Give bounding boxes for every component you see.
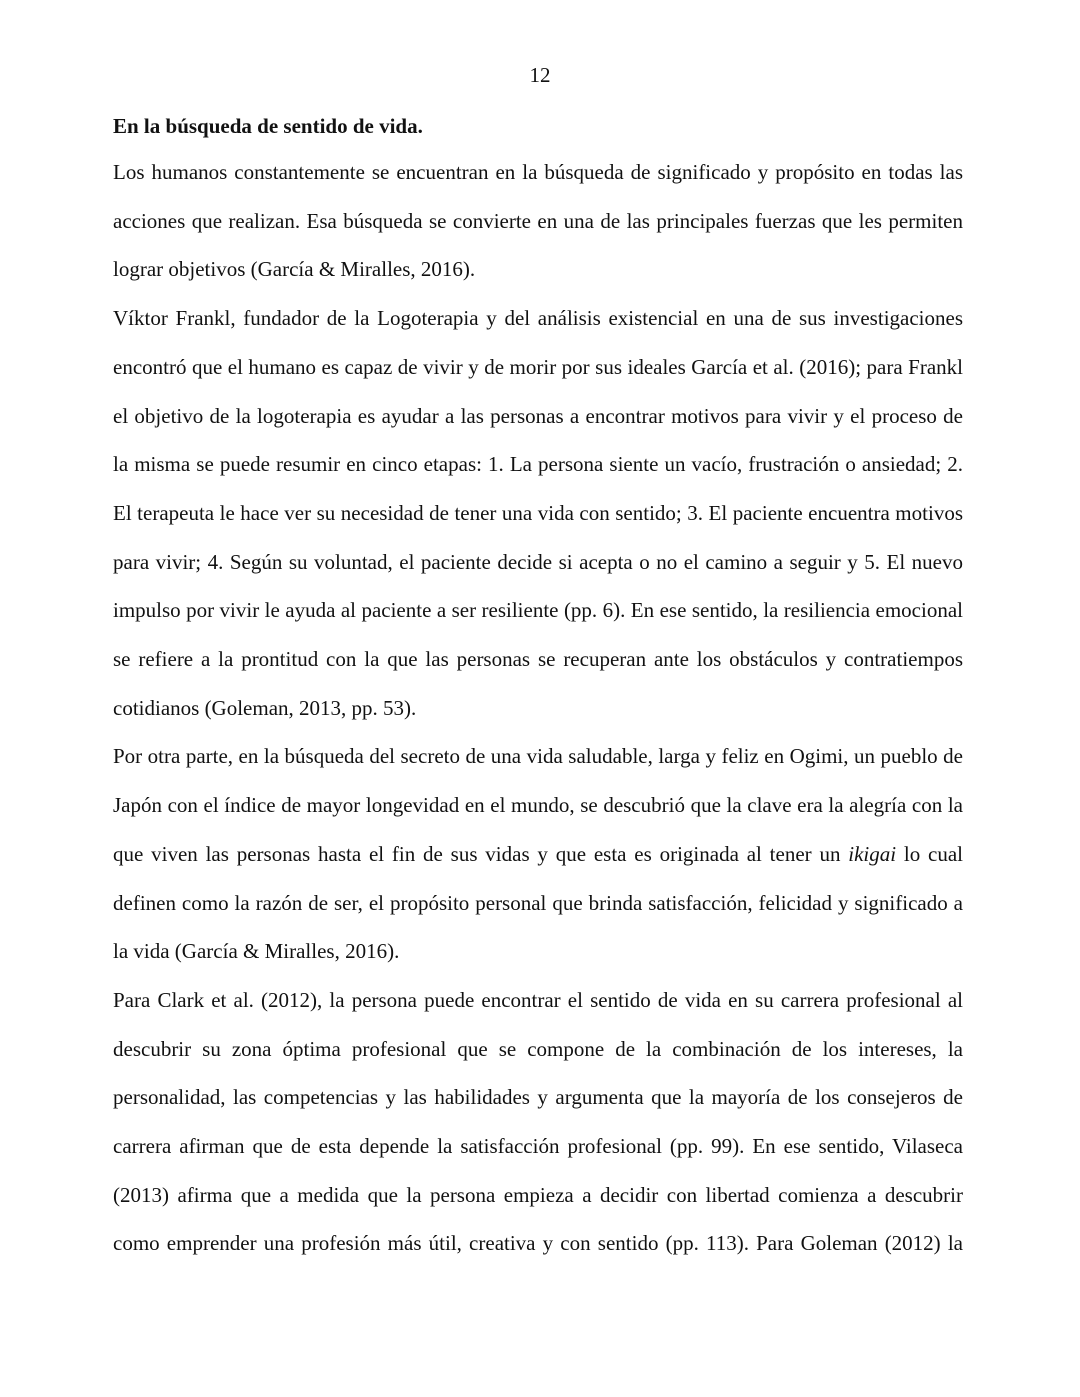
ikigai-term: ikigai bbox=[848, 841, 897, 866]
paragraph-3-text-start: Por otra parte, en la búsqueda del secreto de una vida saludable, larga y feliz en Ogimi, un pueblo de Japón con el índice de mayor longevidad en el mundo, se descubrió que la clave era la alegría con la que viven las personas hasta el fin de sus vidas y que esta es originada al tener un bbox=[113, 744, 963, 866]
page-body bbox=[113, 108, 963, 1268]
paragraph-3 bbox=[113, 732, 963, 976]
paragraph-2: Víktor Frankl, fundador de la Logoterapia y del análisis existencial en una de sus investigaciones encontró que el humano es capaz de vivir y de morir por sus ideales García et al. (2016); para Frankl el objetivo de la logoterapia es ayudar a las personas a encontrar motivos para vivir y el proceso de la misma se puede resumir en cinco etapas: 1. La persona siente un vacío, frustración o ansiedad; 2. El terapeuta le hace ver su necesidad de tener una vida con sentido; 3. El paciente encuentra motivos para vivir; 4. Según su voluntad, el paciente decide si acepta o no el camino a seguir y 5. El nuevo impulso por vivir le ayuda al paciente a ser resiliente (pp. 6). En ese sentido, la resiliencia emocional se refiere a la prontitud con la que las personas se recuperan ante los obstáculos y contratiempos cotidianos (Goleman, 2013, pp. 53). bbox=[113, 306, 963, 720]
paragraph-4: Para Clark et al. (2012), la persona puede encontrar el sentido de vida en su carrera profesional al descubrir su zona óptima profesional que se compone de la combinación de los intereses, la personalidad, las competencias y las habilidades y argumenta que la mayoría de los consejeros de carrera afirman que de esta depende la satisfacción profesional (pp. 99). En ese sentido, Vilaseca (2013) afirma que a medida que la persona empieza a decidir con libertad comienza a descubrir como emprender una profesión más útil, creativa y con sentido (pp. 113). Para Goleman (2012) la bbox=[113, 987, 963, 1256]
section-heading: En la búsqueda de sentido de vida. bbox=[113, 114, 423, 138]
page-number: 12 bbox=[529, 63, 551, 87]
paragraph-1: Los humanos constantemente se encuentran en la búsqueda de significado y propósito en todas las acciones que realizan. Esa búsqueda se convierte en una de las principales fuerzas que les permiten lograr objetivos (García & Miralles, 2016). bbox=[113, 160, 963, 282]
paragraph-3-text-end: lo cual definen como la razón de ser, el propósito personal que brinda satisfacción, felicidad y significado a la vida (García & Miralles, 2016). bbox=[113, 841, 963, 964]
